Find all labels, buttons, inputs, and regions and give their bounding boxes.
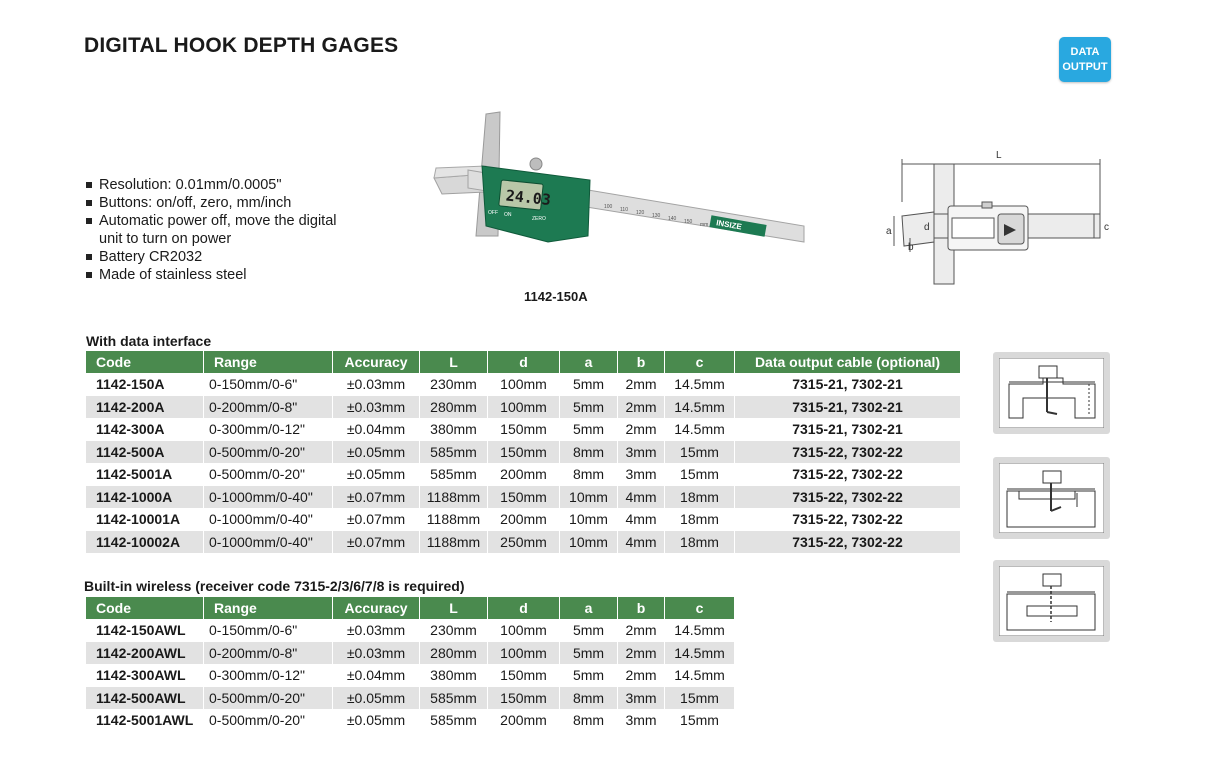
range-cell: 0-500mm/0-20" xyxy=(204,441,333,464)
b-cell: 3mm xyxy=(618,463,665,486)
L-cell: 1188mm xyxy=(420,508,488,531)
range-cell: 0-1000mm/0-40" xyxy=(204,486,333,509)
on-button-label: ON xyxy=(504,212,512,218)
range-cell: 0-500mm/0-20" xyxy=(204,709,333,732)
c-cell: 14.5mm xyxy=(665,664,735,687)
accuracy-cell: ±0.03mm xyxy=(333,619,420,642)
hook-slot-depth-usage-icon xyxy=(993,457,1110,539)
d-cell: 100mm xyxy=(488,619,560,642)
d-cell: 150mm xyxy=(488,486,560,509)
off-button-label: OFF xyxy=(488,210,498,216)
a-cell: 5mm xyxy=(560,396,618,419)
range-cell: 0-500mm/0-20" xyxy=(204,463,333,486)
feature-list xyxy=(86,176,339,284)
L-cell: 585mm xyxy=(420,709,488,732)
a-cell: 8mm xyxy=(560,709,618,732)
range-cell: 0-150mm/0-6" xyxy=(204,373,333,396)
section-title-data-interface: With data interface xyxy=(86,333,212,349)
column-header: L xyxy=(420,597,488,619)
cable-cell: 7315-22, 7302-22 xyxy=(735,463,961,486)
a-cell: 8mm xyxy=(560,463,618,486)
L-cell: 585mm xyxy=(420,441,488,464)
b-cell: 2mm xyxy=(618,664,665,687)
scale-label: 150 xyxy=(684,219,693,225)
column-header: Code xyxy=(86,351,204,373)
code-cell: 1142-300AWL xyxy=(86,664,204,687)
column-header: Data output cable (optional) xyxy=(735,351,961,373)
column-header: Accuracy xyxy=(333,351,420,373)
range-cell: 0-1000mm/0-40" xyxy=(204,508,333,531)
d-cell: 100mm xyxy=(488,642,560,665)
a-cell: 10mm xyxy=(560,486,618,509)
scale-label: 130 xyxy=(652,213,661,219)
accuracy-cell: ±0.03mm xyxy=(333,396,420,419)
range-cell: 0-200mm/0-8" xyxy=(204,642,333,665)
product-photo xyxy=(428,108,810,248)
code-cell: 1142-5001AWL xyxy=(86,709,204,732)
d-cell: 200mm xyxy=(488,508,560,531)
b-cell: 3mm xyxy=(618,687,665,710)
feature-item: Battery CR2032 xyxy=(86,248,339,266)
feature-item: Automatic power off, move the digital unit to turn on power xyxy=(86,212,339,248)
accuracy-cell: ±0.07mm xyxy=(333,508,420,531)
b-cell: 3mm xyxy=(618,441,665,464)
table-row xyxy=(86,642,735,665)
column-header: d xyxy=(488,351,560,373)
a-cell: 10mm xyxy=(560,531,618,554)
table-row xyxy=(86,664,735,687)
b-cell: 4mm xyxy=(618,508,665,531)
c-cell: 14.5mm xyxy=(665,418,735,441)
code-cell: 1142-5001A xyxy=(86,463,204,486)
d-cell: 250mm xyxy=(488,531,560,554)
dimension-label-b: b xyxy=(908,242,914,253)
table-header-row xyxy=(86,597,735,619)
hook-groove-depth-usage-icon xyxy=(993,352,1110,434)
dimension-label-L: L xyxy=(996,150,1002,161)
data-output-badge xyxy=(1059,37,1111,82)
column-header: Range xyxy=(204,597,333,619)
accuracy-cell: ±0.05mm xyxy=(333,709,420,732)
a-cell: 5mm xyxy=(560,418,618,441)
c-cell: 14.5mm xyxy=(665,642,735,665)
L-cell: 1188mm xyxy=(420,486,488,509)
range-cell: 0-200mm/0-8" xyxy=(204,396,333,419)
table-row xyxy=(86,396,961,419)
scale-label: 140 xyxy=(668,216,677,222)
accuracy-cell: ±0.05mm xyxy=(333,463,420,486)
table-row xyxy=(86,531,961,554)
table-row xyxy=(86,508,961,531)
dimension-label-d: d xyxy=(924,222,930,233)
cable-cell: 7315-22, 7302-22 xyxy=(735,531,961,554)
c-cell: 14.5mm xyxy=(665,396,735,419)
L-cell: 280mm xyxy=(420,642,488,665)
code-cell: 1142-500A xyxy=(86,441,204,464)
column-header: d xyxy=(488,597,560,619)
dimension-label-c: c xyxy=(1104,222,1109,233)
b-cell: 2mm xyxy=(618,373,665,396)
accuracy-cell: ±0.07mm xyxy=(333,531,420,554)
dimension-label-a: a xyxy=(886,226,892,237)
accuracy-cell: ±0.03mm xyxy=(333,642,420,665)
cable-cell: 7315-21, 7302-21 xyxy=(735,373,961,396)
code-cell: 1142-500AWL xyxy=(86,687,204,710)
L-cell: 230mm xyxy=(420,619,488,642)
table-row xyxy=(86,687,735,710)
table-header-row xyxy=(86,351,961,373)
c-cell: 18mm xyxy=(665,508,735,531)
cable-cell: 7315-21, 7302-21 xyxy=(735,396,961,419)
column-header: c xyxy=(665,597,735,619)
a-cell: 5mm xyxy=(560,642,618,665)
b-cell: 2mm xyxy=(618,642,665,665)
column-header: b xyxy=(618,597,665,619)
range-cell: 0-300mm/0-12" xyxy=(204,418,333,441)
L-cell: 585mm xyxy=(420,687,488,710)
accuracy-cell: ±0.04mm xyxy=(333,418,420,441)
code-cell: 1142-10002A xyxy=(86,531,204,554)
accuracy-cell: ±0.04mm xyxy=(333,664,420,687)
c-cell: 15mm xyxy=(665,709,735,732)
code-cell: 1142-10001A xyxy=(86,508,204,531)
page-title: DIGITAL HOOK DEPTH GAGES xyxy=(84,34,399,57)
product-caption: 1142-150A xyxy=(524,289,588,304)
cable-cell: 7315-22, 7302-22 xyxy=(735,486,961,509)
column-header: Code xyxy=(86,597,204,619)
b-cell: 3mm xyxy=(618,709,665,732)
range-cell: 0-500mm/0-20" xyxy=(204,687,333,710)
table-row xyxy=(86,463,961,486)
d-cell: 150mm xyxy=(488,418,560,441)
range-cell: 0-300mm/0-12" xyxy=(204,664,333,687)
hook-hole-depth-usage-icon xyxy=(993,560,1110,642)
table-row xyxy=(86,709,735,732)
table-row xyxy=(86,441,961,464)
code-cell: 1142-150AWL xyxy=(86,619,204,642)
badge-line-2: OUTPUT xyxy=(1062,60,1108,73)
column-header: Range xyxy=(204,351,333,373)
code-cell: 1142-200A xyxy=(86,396,204,419)
c-cell: 15mm xyxy=(665,463,735,486)
feature-item: Resolution: 0.01mm/0.0005" xyxy=(86,176,339,194)
a-cell: 5mm xyxy=(560,619,618,642)
column-header: L xyxy=(420,351,488,373)
L-cell: 230mm xyxy=(420,373,488,396)
range-cell: 0-1000mm/0-40" xyxy=(204,531,333,554)
c-cell: 15mm xyxy=(665,441,735,464)
accuracy-cell: ±0.05mm xyxy=(333,687,420,710)
column-header: b xyxy=(618,351,665,373)
c-cell: 14.5mm xyxy=(665,619,735,642)
L-cell: 380mm xyxy=(420,664,488,687)
d-cell: 150mm xyxy=(488,687,560,710)
feature-item: Buttons: on/off, zero, mm/inch xyxy=(86,194,339,212)
d-cell: 150mm xyxy=(488,441,560,464)
b-cell: 2mm xyxy=(618,418,665,441)
c-cell: 18mm xyxy=(665,486,735,509)
feature-item: Made of stainless steel xyxy=(86,266,339,284)
accuracy-cell: ±0.07mm xyxy=(333,486,420,509)
table-row xyxy=(86,418,961,441)
dimension-diagram xyxy=(878,142,1118,292)
range-cell: 0-150mm/0-6" xyxy=(204,619,333,642)
a-cell: 5mm xyxy=(560,664,618,687)
b-cell: 4mm xyxy=(618,531,665,554)
d-cell: 100mm xyxy=(488,373,560,396)
zero-button-label: ZERO xyxy=(532,216,546,222)
a-cell: 5mm xyxy=(560,373,618,396)
c-cell: 15mm xyxy=(665,687,735,710)
c-cell: 18mm xyxy=(665,531,735,554)
column-header: c xyxy=(665,351,735,373)
section-title-wireless: Built-in wireless (receiver code 7315-2/3/6/7/8 is required) xyxy=(84,578,465,594)
cable-cell: 7315-22, 7302-22 xyxy=(735,508,961,531)
code-cell: 1142-150A xyxy=(86,373,204,396)
accuracy-cell: ±0.05mm xyxy=(333,441,420,464)
lcd-display: 24.03 xyxy=(504,186,552,210)
table-wireless xyxy=(86,597,735,732)
b-cell: 4mm xyxy=(618,486,665,509)
table-row xyxy=(86,619,735,642)
L-cell: 280mm xyxy=(420,396,488,419)
b-cell: 2mm xyxy=(618,619,665,642)
table-row xyxy=(86,486,961,509)
column-header: Accuracy xyxy=(333,597,420,619)
scale-label: 100 xyxy=(604,204,613,210)
table-data-interface xyxy=(86,351,961,553)
accuracy-cell: ±0.03mm xyxy=(333,373,420,396)
c-cell: 14.5mm xyxy=(665,373,735,396)
code-cell: 1142-300A xyxy=(86,418,204,441)
L-cell: 1188mm xyxy=(420,531,488,554)
column-header: a xyxy=(560,351,618,373)
a-cell: 8mm xyxy=(560,441,618,464)
cable-cell: 7315-22, 7302-22 xyxy=(735,441,961,464)
brand-logo: INSIZE xyxy=(715,218,743,232)
d-cell: 200mm xyxy=(488,709,560,732)
code-cell: 1142-200AWL xyxy=(86,642,204,665)
table-row xyxy=(86,373,961,396)
code-cell: 1142-1000A xyxy=(86,486,204,509)
scale-label: 120 xyxy=(636,210,645,216)
scale-label: 110 xyxy=(620,207,628,213)
badge-line-1: DATA xyxy=(1070,45,1100,58)
a-cell: 10mm xyxy=(560,508,618,531)
cable-cell: 7315-21, 7302-21 xyxy=(735,418,961,441)
scale-label: mm xyxy=(700,222,709,228)
L-cell: 380mm xyxy=(420,418,488,441)
L-cell: 585mm xyxy=(420,463,488,486)
d-cell: 200mm xyxy=(488,463,560,486)
b-cell: 2mm xyxy=(618,396,665,419)
column-header: a xyxy=(560,597,618,619)
d-cell: 100mm xyxy=(488,396,560,419)
a-cell: 8mm xyxy=(560,687,618,710)
d-cell: 150mm xyxy=(488,664,560,687)
